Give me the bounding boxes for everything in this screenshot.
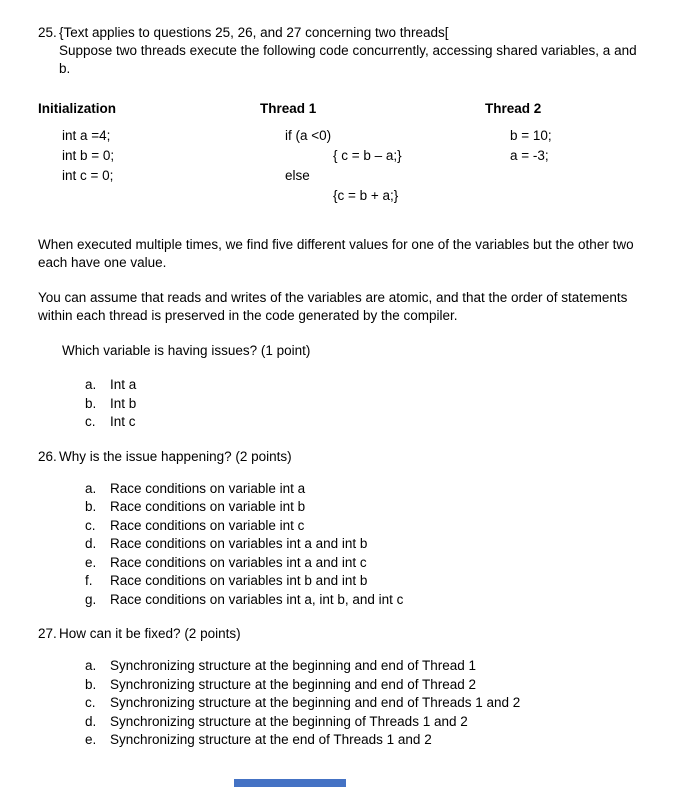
option-letter: f. — [85, 573, 93, 588]
thread1-code — [260, 126, 485, 206]
option-text: Synchronizing structure at the beginning and end of Thread 2 — [110, 676, 476, 692]
column-thread2 — [485, 100, 645, 206]
option-row — [85, 676, 645, 695]
option-letter: a. — [85, 480, 97, 496]
question-25-intro — [38, 24, 645, 78]
option-letter: c. — [85, 414, 96, 429]
question-27-block — [38, 625, 645, 750]
thread2-code — [485, 126, 645, 166]
option-row — [85, 694, 645, 713]
option-letter: b. — [85, 499, 97, 514]
code-line: int b = 0; — [62, 148, 115, 163]
option-text: Race conditions on variable int b — [110, 499, 306, 514]
thread1-header: Thread 1 — [260, 101, 317, 116]
option-row — [85, 713, 645, 732]
option-text: Race conditions on variable int c — [110, 517, 305, 533]
option-text: Int b — [110, 395, 137, 411]
bottom-blue-bar — [234, 779, 346, 787]
code-line: int a =4; — [62, 128, 111, 143]
option-row — [85, 731, 645, 750]
column-thread1 — [260, 100, 485, 206]
question-26-head — [38, 448, 645, 466]
question-25-block — [38, 24, 645, 432]
option-text: Race conditions on variables int b and int b — [110, 573, 368, 588]
question-26-block — [38, 448, 645, 610]
code-line: b = 10; — [510, 128, 552, 143]
code-line: int c = 0; — [62, 168, 114, 183]
option-text: Synchronizing structure at the end of Threads 1 and 2 — [110, 732, 432, 747]
option-row — [85, 517, 645, 536]
question-26-options — [85, 480, 645, 610]
thread2-header: Thread 2 — [485, 101, 542, 116]
intro-line-2: Suppose two threads execute the following code concurrently, accessing shared variables, a and b. — [59, 43, 637, 76]
option-row — [85, 535, 645, 554]
question-27-text: How can it be fixed? (2 points) — [59, 626, 241, 641]
option-row — [85, 572, 645, 591]
option-row — [85, 554, 645, 573]
option-letter: a. — [85, 377, 97, 392]
question-27-number: 27. — [38, 626, 57, 641]
option-text: Int a — [110, 377, 137, 392]
question-25-intro-body — [59, 24, 645, 78]
option-row — [85, 498, 645, 517]
question-25-options — [85, 376, 645, 432]
option-text: Int c — [110, 414, 136, 429]
paragraph-observation: When executed multiple times, we find five different values for one of the variables but the other two each have one value. — [38, 237, 634, 270]
option-row — [85, 480, 645, 499]
option-row — [85, 657, 645, 676]
option-row — [85, 376, 645, 395]
question-25-number: 25. — [38, 25, 57, 40]
initialization-header: Initialization — [38, 101, 117, 116]
option-letter: e. — [85, 554, 97, 570]
code-line: if (a <0) — [285, 128, 332, 143]
option-letter: b. — [85, 395, 97, 411]
option-letter: d. — [85, 536, 97, 551]
question-27-head — [38, 625, 645, 643]
code-table — [38, 100, 645, 206]
option-text: Race conditions on variables int a and int b — [110, 536, 368, 551]
initialization-code — [38, 126, 260, 186]
option-letter: e. — [85, 732, 97, 747]
code-line: else — [285, 168, 310, 183]
option-letter: b. — [85, 676, 97, 692]
option-letter: g. — [85, 591, 97, 607]
code-line: {c = b + a;} — [333, 188, 399, 203]
option-letter: d. — [85, 713, 97, 729]
option-letter: c. — [85, 517, 96, 533]
question-26-text: Why is the issue happening? (2 points) — [59, 448, 292, 464]
paragraph-assumption: You can assume that reads and writes of the variables are atomic, and that the order of statements within each thread is preserved in the code generated by the compiler. — [38, 290, 628, 323]
question-27-options — [85, 657, 645, 750]
option-text: Race conditions on variables int a, int b, and int c — [110, 591, 404, 607]
intro-line-1: {Text applies to questions 25, 26, and 27 concerning two threads[ — [59, 25, 449, 40]
option-row — [85, 395, 645, 414]
option-text: Synchronizing structure at the beginning and end of Threads 1 and 2 — [110, 695, 521, 710]
code-line: a = -3; — [510, 148, 549, 163]
option-letter: a. — [85, 658, 97, 673]
option-letter: c. — [85, 695, 96, 710]
option-text: Synchronizing structure at the beginning of Threads 1 and 2 — [110, 713, 468, 729]
option-row — [85, 591, 645, 610]
question-25-text: Which variable is having issues? (1 point) — [62, 343, 311, 358]
column-initialization — [38, 100, 260, 206]
option-text: Synchronizing structure at the beginning and end of Thread 1 — [110, 658, 476, 673]
option-row — [85, 413, 645, 432]
option-text: Race conditions on variables int a and int c — [110, 554, 367, 570]
option-text: Race conditions on variable int a — [110, 480, 306, 496]
question-26-number: 26. — [38, 448, 57, 464]
code-line: { c = b – a;} — [333, 148, 402, 163]
